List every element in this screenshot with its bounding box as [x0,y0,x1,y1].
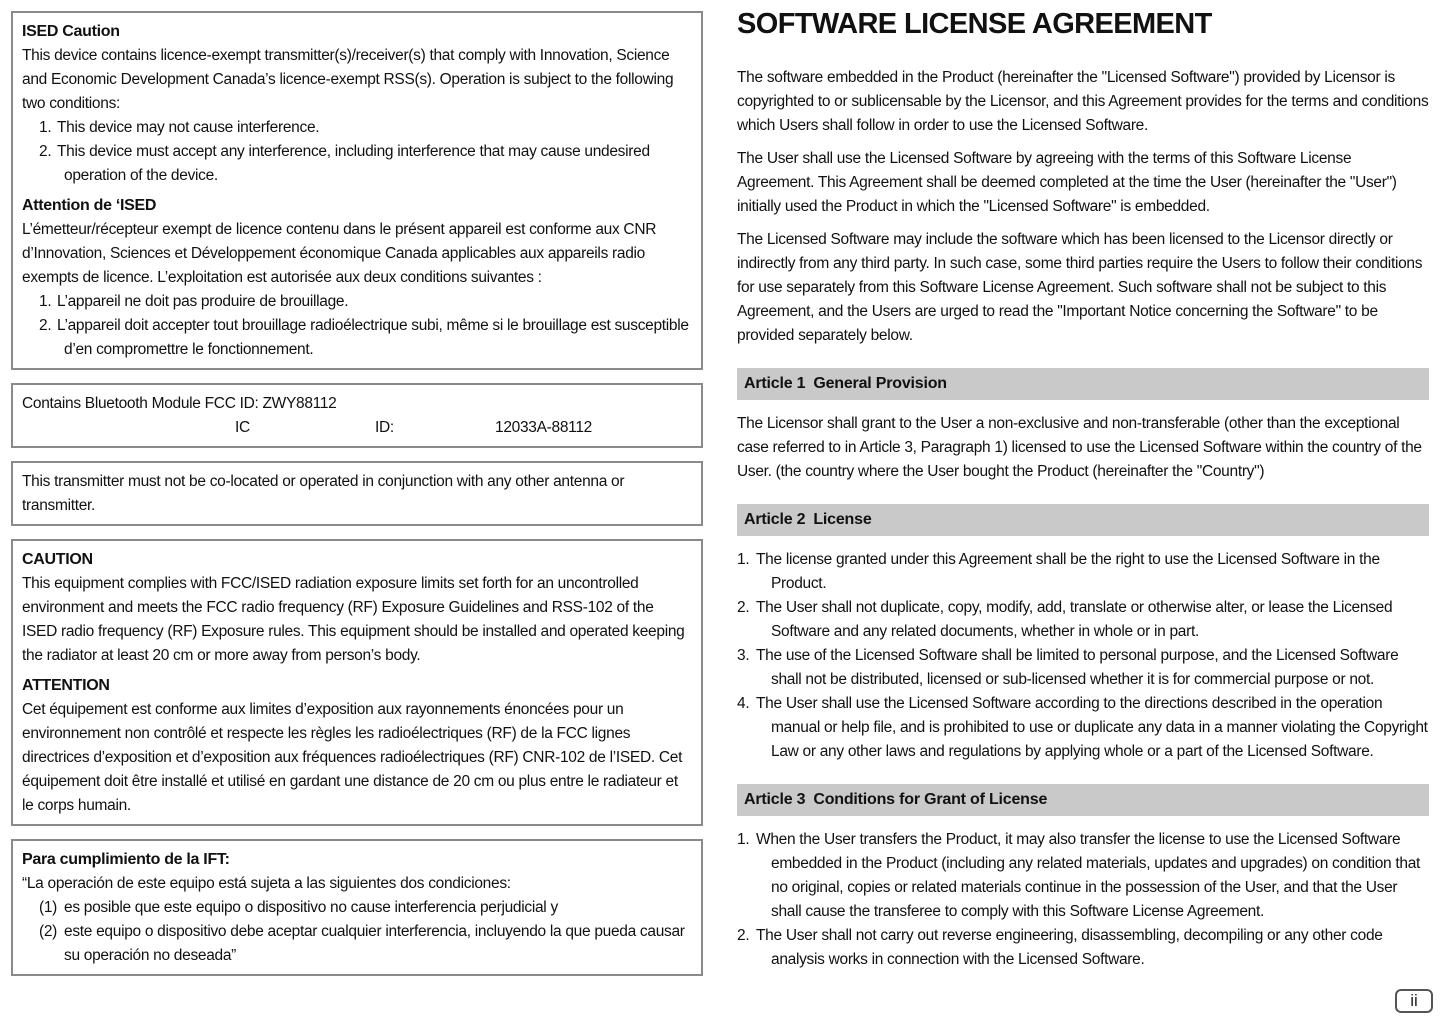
list-item: 3. The use of the Licensed Software shall be limited to personal purpose, and the Licensed Software shall not be distributed, licensed or sub-licensed whether it is for commercial purpose or not. [737,647,1399,688]
ised-attention-intro: L’émetteur/récepteur exempt de licence contenu dans le présent appareil est conforme aux CNR d’Innovation, Sciences et Développement économique Canada applicables aux appareils radio exempts de licence. L’exploitation est autorisée aux deux conditions suivantes : [22,221,657,286]
ised-attention-heading: Attention de ‘ISED [22,197,157,214]
bluetooth-box [11,383,703,448]
ised-caution-heading: ISED Caution [22,23,120,40]
ift-box [11,839,703,976]
list-item: 2. The User shall not duplicate, copy, modify, add, translate or otherwise alter, or lease the Licensed Software and any related documents, whether in whole or in part. [737,599,1393,640]
caution-heading: CAUTION [22,551,93,568]
list-item: 1. L’appareil ne doit pas produire de brouillage. [39,293,349,310]
list-item: 1. This device may not cause interference. [39,119,320,136]
bluetooth-ic-row [22,416,691,440]
ic-label: IC [235,419,250,436]
ised-attention-list [22,290,691,362]
ift-list [22,896,691,968]
list-item: 2. The User shall not carry out reverse engineering, disassembling, decompiling or any other code analysis works in connection with the Licensed Software. [737,927,1383,968]
list-item: 2. L’appareil doit accepter tout brouillage radioélectrique subi, même si le brouillage est susceptible d’en compromettre le fonctionnement. [39,317,689,358]
intro-paragraph: The Licensed Software may include the software which has been licensed to the Licensor directly or indirectly from any third party. In such case, some third parties require the Users to follow their conditions for use separately from this Software License Agreement. Such software shall not be subject to this Agreement, and the Users are urged to read the "Important Notice concerning the Software" to be provided separately below. [737,231,1423,344]
article-1-header: Article 1 General Provision [737,368,1429,400]
list-item: (2) este equipo o dispositivo debe aceptar cualquier interferencia, incluyendo la que pueda causar su operación no deseada” [39,923,685,964]
list-item: 4. The User shall use the Licensed Software according to the directions described in the operation manual or help file, and is prohibited to use or duplicate any data in a manner violating the Copyright Law or any other laws and regulations by applying whole or a part of the Licensed Software. [737,695,1428,760]
ift-intro: “La operación de este equipo está sujeta a las siguientes dos condiciones: [22,875,511,892]
ised-caution-box [11,11,703,370]
article-3-header: Article 3 Conditions for Grant of License [737,784,1429,816]
list-item: (1) es posible que este equipo o dispositivo no cause interferencia perjudicial y [39,899,558,916]
page-title: SOFTWARE LICENSE AGREEMENT [737,8,1212,40]
list-item: 1. The license granted under this Agreement shall be the right to use the Licensed Software in the Product. [737,551,1380,592]
list-item: 1. When the User transfers the Product, it may also transfer the license to use the Licensed Software embedded in the Product (including any related materials, updates and upgrades) on condition that no original, copies or related materials continue in the possession of the User, and that the User shall cause the transferee to comply with this Software License Agreement. [737,831,1421,920]
list-item: 2. This device must accept any interference, including interference that may cause undesired operation of the device. [39,143,650,184]
right-column [737,6,1429,972]
colocation-box [11,461,703,526]
article-1-text: The Licensor shall grant to the User a non-exclusive and non-transferable (other than the exceptional case referred to in Article 3, Paragraph 1) licensed to use the Licensed Software within the country of the User. (the country where the User bought the Product (hereinafter the "Country") [737,415,1422,480]
ic-id-value: 12033A-88112 [495,419,592,436]
attention-heading: ATTENTION [22,677,110,694]
page-number: ii [1395,989,1433,1013]
attention-text: Cet équipement est conforme aux limites d’exposition aux rayonnements énoncées pour un environnement non contrôlé et respecte les règles les radioélectriques (RF) de la FCC lignes directrices d’exposition et d’exposition aux fréquences radioélectriques (RF) CNR-102 de l’ISED. Cet équipement doit être installé et utilisé en gardant une distance de 20 cm ou plus entre le radiateur et le corps humain. [22,701,683,814]
ised-caution-intro: This device contains licence-exempt transmitter(s)/receiver(s) that comply with Innovation, Science and Economic Development Canada’s licence-exempt RSS(s). Operation is subject to the following two conditions: [22,47,674,112]
caution-text: This equipment complies with FCC/ISED radiation exposure limits set forth for an uncontrolled environment and meets the FCC radio frequency (RF) Exposure Guidelines and RSS-102 of the ISED radio frequency (RF) Exposure rules. This equipment should be installed and operated keeping the radiator at least 20 cm or more away from person’s body. [22,575,685,664]
ised-caution-list [22,116,691,188]
article-3-list [737,828,1429,972]
article-2-list [737,548,1429,764]
ift-heading: Para cumplimiento de la IFT: [22,851,230,868]
article-2-header: Article 2 License [737,504,1429,536]
caution-box [11,539,703,826]
id-label: ID: [375,419,394,436]
left-column [11,11,703,989]
intro-paragraph: The software embedded in the Product (hereinafter the "Licensed Software") provided by Licensor is copyrighted to or sublicensable by the Licensor, and this Agreement provides for the terms and conditions which Users shall follow in order to use the Licensed Software. [737,69,1429,134]
intro-paragraph: The User shall use the Licensed Software by agreeing with the terms of this Software License Agreement. This Agreement shall be deemed completed at the time the User (hereinafter the "User") initially used the Product in which the "Licensed Software" is embedded. [737,150,1397,215]
colocation-text: This transmitter must not be co-located or operated in conjunction with any other antenna or transmitter. [22,473,625,514]
bluetooth-fcc-id: Contains Bluetooth Module FCC ID: ZWY88112 [22,395,337,412]
